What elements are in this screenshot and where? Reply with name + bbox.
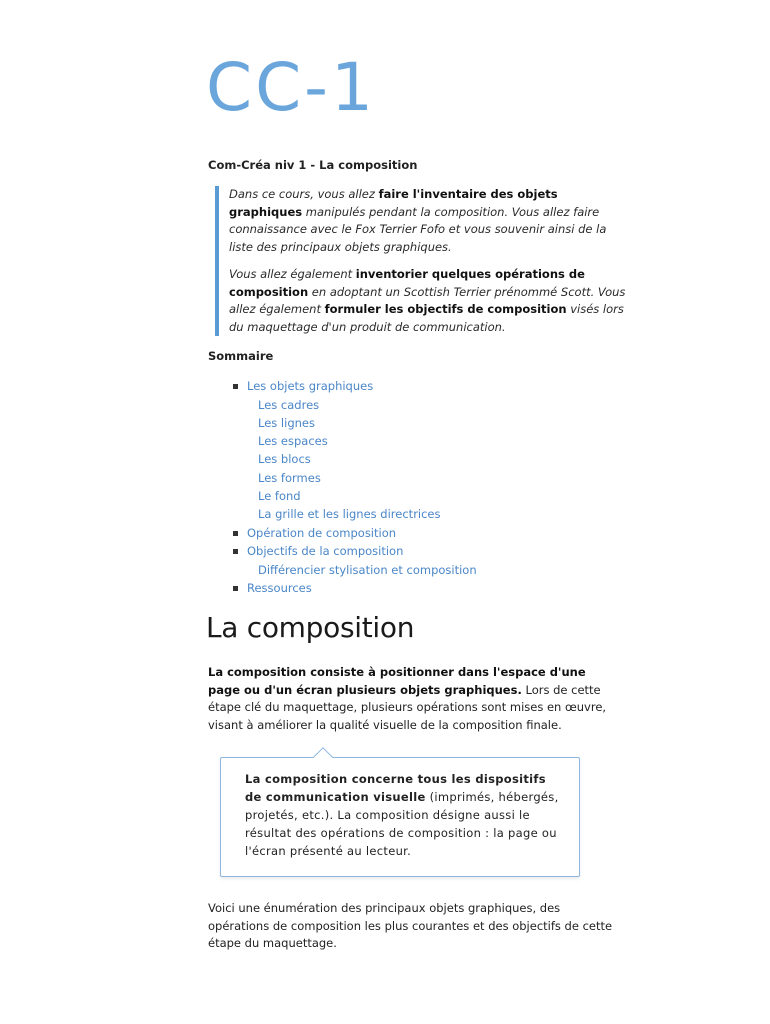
bullet-icon — [233, 531, 238, 536]
intro-text: Vous allez également — [229, 267, 356, 281]
callout-text — [245, 770, 560, 860]
toc-link-objets-graphiques[interactable]: Les objets graphiques — [247, 379, 374, 393]
toc-item — [233, 377, 653, 396]
bullet-icon — [233, 384, 238, 389]
toc-link-cadres[interactable]: Les cadres — [258, 397, 320, 412]
toc-subitem — [233, 487, 653, 505]
toc-item — [233, 579, 653, 598]
toc-link-formes[interactable]: Les formes — [258, 470, 321, 485]
toc-subitem — [233, 561, 653, 579]
toc-link-differencier[interactable]: Différencier stylisation et composition — [258, 562, 477, 577]
toc-link-fond[interactable]: Le fond — [258, 488, 301, 503]
site-logo[interactable]: CC-1 — [206, 49, 376, 126]
page-subtitle: Com-Créa niv 1 - La composition — [208, 158, 418, 172]
intro-emphasis: faire l'inventaire des objets graphiques — [229, 187, 558, 219]
toc-subitem — [233, 469, 653, 487]
toc-link-espaces[interactable]: Les espaces — [258, 434, 328, 449]
section-heading: La composition — [206, 611, 415, 644]
toc-item — [233, 524, 653, 543]
paragraph-emphasis: La composition consiste à positionner dans l'espace d'une page ou d'un écran plusieurs objets graphiques. — [208, 665, 586, 697]
intro-text: Dans ce cours, vous allez — [229, 187, 379, 201]
intro-text: en adoptant un Scottish Terrier prénommé Scott. Vous allez également — [229, 284, 626, 316]
toc-subitem — [233, 432, 653, 450]
paragraph-text: Lors de cette étape clé du maquettage, plusieurs opérations sont mises en œuvre, visant à améliorer la qualité visuelle de la composition finale. — [208, 682, 607, 732]
toc-title: Sommaire — [208, 349, 274, 363]
intro-emphasis: formuler les objectifs de composition — [324, 302, 567, 316]
intro-paragraph-2 — [229, 266, 629, 336]
bullet-icon — [233, 549, 238, 554]
toc-item — [233, 542, 653, 561]
toc-subitem — [233, 450, 653, 468]
toc-subitem — [233, 414, 653, 432]
intro-paragraph-1 — [229, 186, 629, 256]
toc-link-operation[interactable]: Opération de composition — [247, 525, 397, 540]
intro-blockquote — [215, 186, 629, 336]
intro-emphasis: inventorier quelques opérations de composition — [229, 267, 585, 299]
bullet-icon — [233, 586, 238, 591]
table-of-contents — [233, 377, 653, 597]
toc-link-grille[interactable]: La grille et les lignes directrices — [258, 507, 441, 522]
callout-rest: (imprimés, hébergés, projetés, etc.). La composition désigne aussi le résultat des opérations de composition : la page ou l'écran présenté au lecteur. — [245, 790, 559, 858]
callout-box — [220, 757, 580, 877]
intro-text: manipulés pendant la composition. Vous allez faire connaissance avec le Fox Terrier Fofo et vous souvenir ainsi de la liste des principaux objets graphiques. — [229, 204, 607, 254]
callout-emphasis: La composition concerne tous les dispositifs de communication visuelle — [245, 772, 546, 804]
toc-subitem — [233, 396, 653, 414]
toc-link-objectifs[interactable]: Objectifs de la composition — [247, 544, 404, 559]
toc-subitem — [233, 505, 653, 523]
toc-link-blocs[interactable]: Les blocs — [258, 452, 311, 467]
intro-text: visés lors du maquettage d'un produit de communication. — [229, 302, 624, 334]
toc-link-ressources[interactable]: Ressources — [247, 580, 312, 595]
toc-link-lignes[interactable]: Les lignes — [258, 415, 315, 430]
callout-notch — [313, 747, 333, 767]
section-paragraph — [208, 664, 608, 734]
section-paragraph-2: Voici une énumération des principaux objets graphiques, des opérations de composition les plus courantes et des objectifs de cette étape du maquettage. — [208, 901, 613, 950]
